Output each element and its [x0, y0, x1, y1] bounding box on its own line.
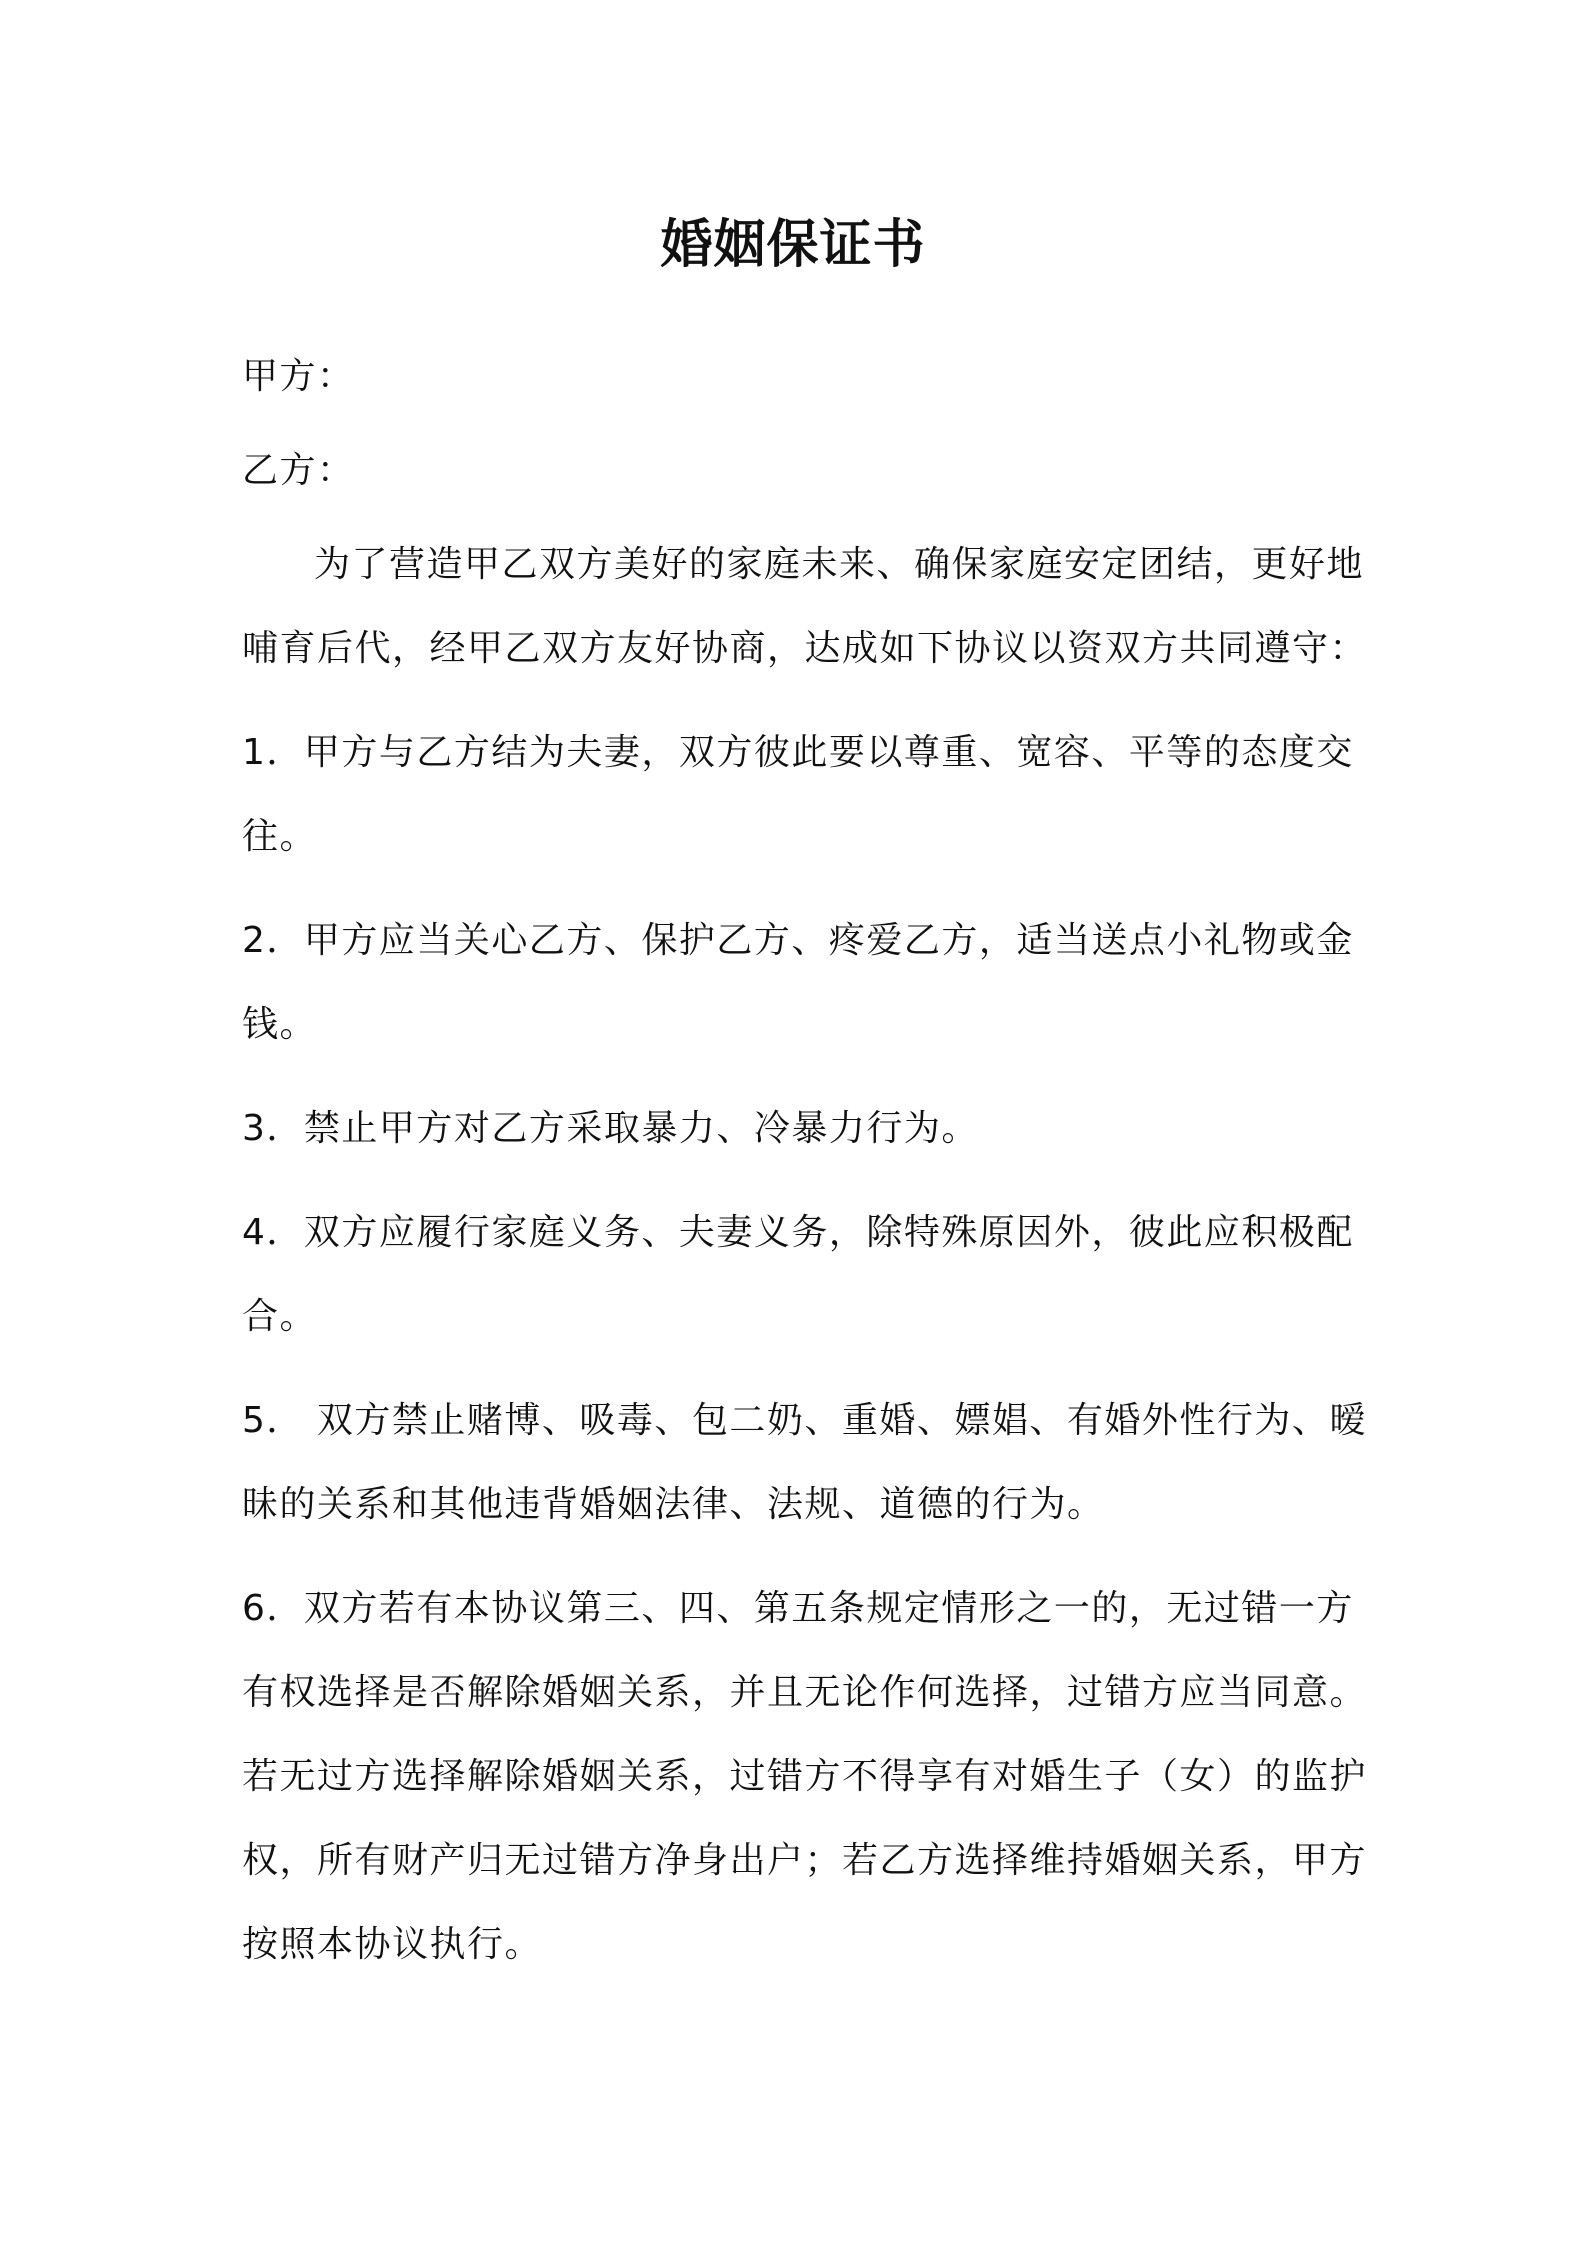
clause-5 [242, 1379, 1367, 1547]
clause-line: 钱。 [242, 1004, 318, 1045]
party-a-line: 甲方： [242, 356, 355, 397]
clause-line: 5． 双方禁止赌博、吸毒、包二奶、重婚、嫖娼、有婚外性行为、暧 [242, 1400, 1367, 1441]
clause-2 [242, 899, 1352, 1067]
clause-line: 按照本协议执行。 [242, 1924, 543, 1965]
document-body [242, 335, 1368, 2007]
clause-line: 有权选择是否解除婚姻关系，并且无论作何选择，过错方应当同意。 [242, 1672, 1368, 1713]
clause-line: 昧的关系和其他违背婚姻法律、法规、道德的行为。 [242, 1484, 1105, 1525]
clause-line: 3．禁止甲方对乙方采取暴力、冷暴力行为。 [242, 1108, 979, 1149]
clause-6 [242, 1567, 1368, 1987]
clause-line: 1．甲方与乙方结为夫妻，双方彼此要以尊重、宽容、平等的态度交 [242, 732, 1354, 773]
clause-line: 2．甲方应当关心乙方、保护乙方、疼爱乙方，适当送点小礼物或金 [242, 920, 1354, 961]
preamble-line: 为了营造甲乙双方美好的家庭未来、确保家庭安定团结，更好地 [314, 544, 1365, 585]
clause-1 [242, 711, 1352, 879]
clause-line: 合。 [242, 1296, 318, 1337]
preamble-paragraph [242, 523, 1368, 691]
clause-3 [242, 1087, 1352, 1171]
clause-line: 6．双方若有本协议第三、四、第五条规定情形之一的，无过错一方 [242, 1588, 1354, 1629]
clause-line: 往。 [242, 816, 318, 857]
clause-4 [242, 1191, 1352, 1359]
document-title: 婚姻保证书 [660, 215, 926, 275]
preamble-line: 哺育后代，经甲乙双方友好协商，达成如下协议以资双方共同遵守： [242, 628, 1368, 669]
party-b-line: 乙方： [242, 450, 355, 491]
clause-line: 4．双方应履行家庭义务、夫妻义务，除特殊原因外，彼此应积极配 [242, 1212, 1354, 1253]
clause-line: 若无过方选择解除婚姻关系，过错方不得享有对婚生子（女）的监护 [242, 1756, 1368, 1797]
clause-line: 权，所有财产归无过错方净身出户；若乙方选择维持婚姻关系，甲方 [242, 1840, 1368, 1881]
